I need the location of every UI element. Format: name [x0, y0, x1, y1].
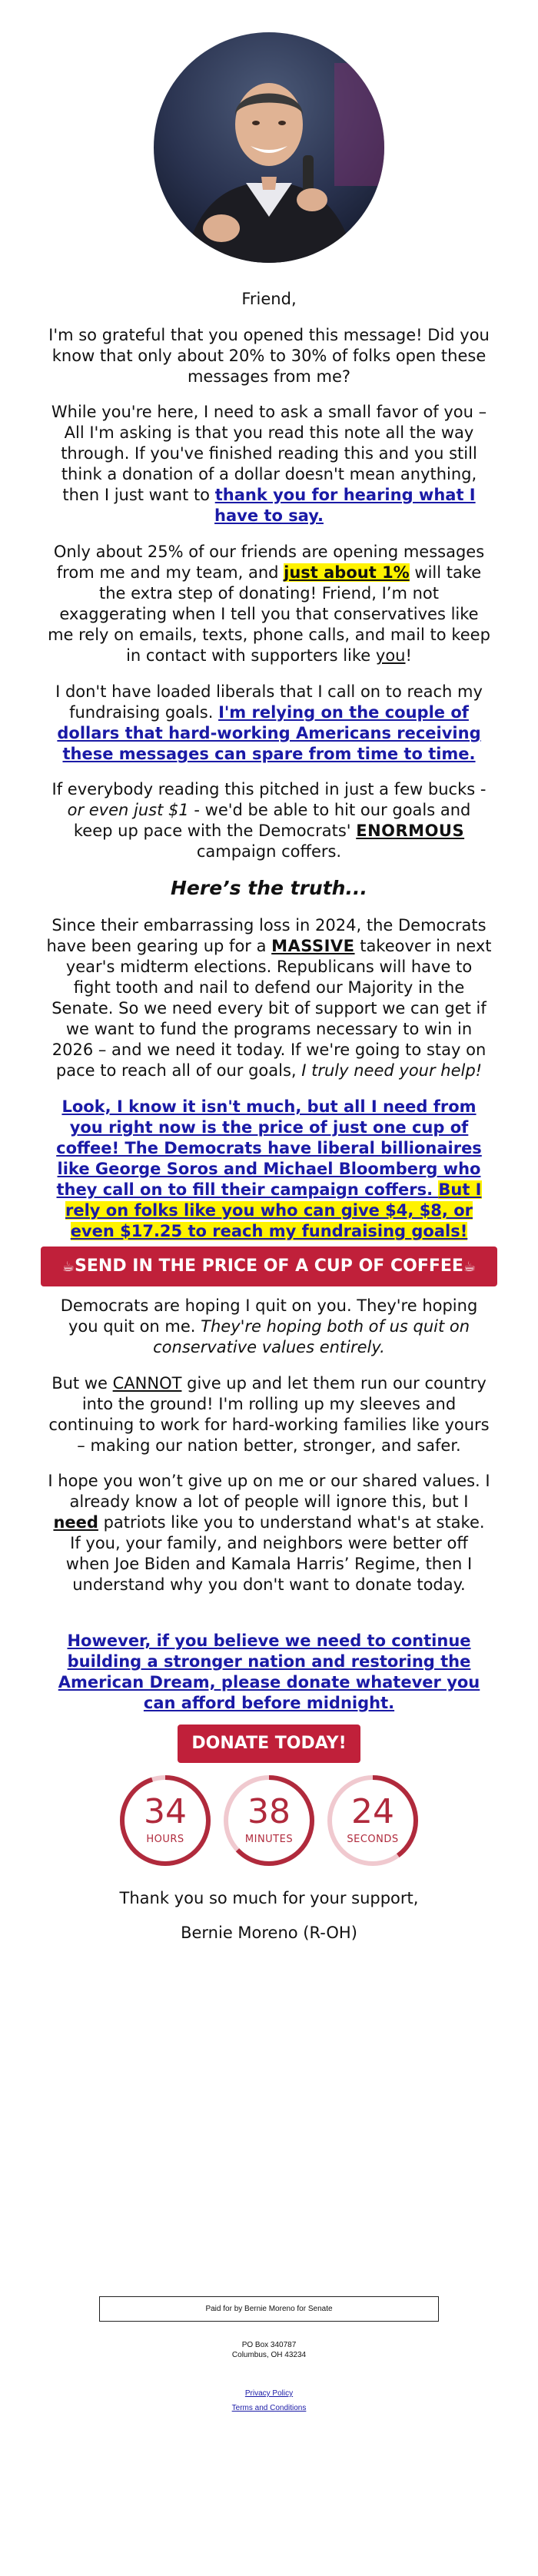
donate-button-row [46, 1725, 492, 1763]
paragraph-8-text: Democrats are hoping I quit on you. They're hoping you quit on me. [60, 1296, 478, 1336]
paragraph-8 [46, 1296, 492, 1358]
coffee-donate-button[interactable] [41, 1247, 497, 1286]
paragraph-2 [46, 402, 492, 526]
terms-conditions-link[interactable]: Terms and Conditions [231, 2404, 307, 2412]
coffee-button-label: SEND IN THE PRICE OF A CUP OF COFFEE [75, 1256, 463, 1276]
countdown-label: SECONDS [347, 1834, 399, 1845]
countdown-timer [46, 1772, 492, 1869]
paragraph-6-text-a: Since their embarrassing loss in 2024, the Democrats have been gearing up for a [46, 916, 487, 955]
countdown-value: 34 [144, 1792, 187, 1831]
coffee-cup-icon-right: ☕ [463, 1259, 477, 1275]
countdown-label: HOURS [146, 1834, 184, 1845]
cup-of-coffee-link-text: Look, I know it isn't much, but all I need from you right now is the price of just one cup of coffee! The Democrats have liberal billionaires like George Soros and Michael Bloomberg who they call on to fill their campaign coffers. [56, 1097, 482, 1199]
countdown-hours [117, 1772, 214, 1869]
coffee-button-row [0, 1247, 538, 1286]
countdown-seconds [324, 1772, 421, 1869]
paragraph-5-text-b: - we'd be able to hit our goals and keep up pace with the Democrats' [73, 801, 471, 840]
cup-of-coffee-link[interactable] [56, 1097, 482, 1240]
need-your-help-italic: I truly need your help! [301, 1061, 483, 1080]
paragraph-4-text: I don't have loaded liberals that I call on to reach my fundraising goals. [55, 682, 483, 722]
paragraph-10-text-a: I hope you won’t give up on me or our shared values. I already know a lot of people will ignore this, but I [48, 1472, 490, 1511]
paragraph-5-text-a: If everybody reading this pitched in just a few bucks - [51, 780, 487, 798]
candidate-photo [154, 32, 384, 263]
you-underlined: you [375, 646, 406, 665]
greeting: Friend, [241, 290, 297, 308]
quit-on-values-italic: They're hoping both of us quit on conservative values entirely. [153, 1317, 470, 1356]
paragraph-10-text-b: patriots like you to understand what's at stake. If you, your family, and neighbors were better off when Joe Biden and Kamala Harris’ Regime, then I understand why you don't want to donate today. [65, 1513, 485, 1594]
section-heading: Here’s the truth... [171, 877, 367, 899]
give-amounts-highlight: But I rely on folks like you who can give $4, $8, or even $17.25 to reach my fundraising goals! [65, 1180, 482, 1240]
coffee-cup-icon: ☕ [61, 1259, 75, 1275]
address-line-2: Columbus, OH 43234 [231, 2351, 307, 2359]
countdown-label: MINUTES [244, 1834, 294, 1845]
header-photo-container [46, 0, 492, 267]
privacy-policy-link[interactable]: Privacy Policy [244, 2389, 294, 2398]
email-body [46, 0, 492, 1242]
countdown-value: 38 [247, 1792, 291, 1831]
paragraph-5-text-c: campaign coffers. [196, 842, 342, 861]
address-line-1: PO Box 340787 [241, 2341, 297, 2349]
paragraph-2-text: While you're here, I need to ask a small favor of you – All I'm asking is that you read this note all the way through. If you've finished reading this and you still think a donation of a dollar doesn't mean anything, then I just want to [51, 403, 487, 504]
paragraph-6-text-b: takeover in next year's midterm elections. Republicans will have to fight tooth and nail to defend our Majority in the Senate. So we need every bit of support we can get if we want to fund the programs necessary to win in 2026 – and we need it today. If we're going to stay on pace to reach all of our goals, [51, 937, 492, 1080]
paragraph-6 [46, 915, 492, 1081]
paid-for-disclaimer: Paid for by Bernie Moreno for Senate [99, 2296, 439, 2322]
paragraph-3 [46, 542, 492, 666]
thank-you-link[interactable]: thank you for hearing what I have to say. [214, 486, 476, 525]
relying-on-dollars-link[interactable]: I'm relying on the couple of dollars that hard-working Americans receiving these messages can spare from time to time. [57, 703, 481, 763]
paragraph-9 [46, 1373, 492, 1456]
thanks-line: Thank you so much for your support, [119, 1889, 419, 1907]
believe-donate-link[interactable]: However, if you believe we need to continue building a stronger nation and restoring the American Dream, please donate whatever you can afford before midnight. [58, 1632, 480, 1712]
massive-emphasis: MASSIVE [271, 937, 355, 955]
paragraph-3-text-b: will take the extra step of donating! Friend, I’m not exaggerating when I tell you that conservatives like me rely on emails, texts, phone calls, and mail to keep in contact with supporters like [48, 563, 490, 665]
enormous-emphasis: ENORMOUS [356, 822, 465, 840]
paragraph-11 [46, 1631, 492, 1714]
donate-today-button[interactable]: DONATE TODAY! [178, 1725, 360, 1763]
paragraph-9-text-b: give up and let them run our country into the ground! I'm rolling up my sleeves and continuing to work for hard-working families like yours – making our nation better, stronger, and safer. [48, 1374, 490, 1455]
paragraph-4 [46, 682, 492, 765]
signature: Bernie Moreno (R-OH) [181, 1924, 357, 1942]
footer-links [0, 2388, 538, 2413]
paragraph-1: I'm so grateful that you opened this message! Did you know that only about 20% to 30% of folks open these messages from me? [48, 326, 490, 386]
one-percent-highlight: just about 1% [284, 563, 410, 582]
countdown-minutes [221, 1772, 317, 1869]
paragraph-10 [46, 1471, 492, 1595]
email-body-lower [46, 1296, 492, 1944]
paragraph-3-text-a: Only about 25% of our friends are opening messages from me and my team, and [53, 543, 485, 582]
cannot-underlined: CANNOT [112, 1374, 182, 1393]
paragraph-5 [46, 779, 492, 862]
paragraph-7 [46, 1097, 492, 1242]
paragraph-3-text-c: ! [405, 646, 412, 665]
mailing-address [0, 2340, 538, 2360]
need-emphasis: need [53, 1513, 98, 1532]
countdown-value: 24 [351, 1792, 394, 1831]
paragraph-9-text-a: But we [51, 1374, 113, 1393]
just-one-dollar-italic: or even just $1 [67, 801, 189, 819]
footer [0, 2296, 538, 2413]
